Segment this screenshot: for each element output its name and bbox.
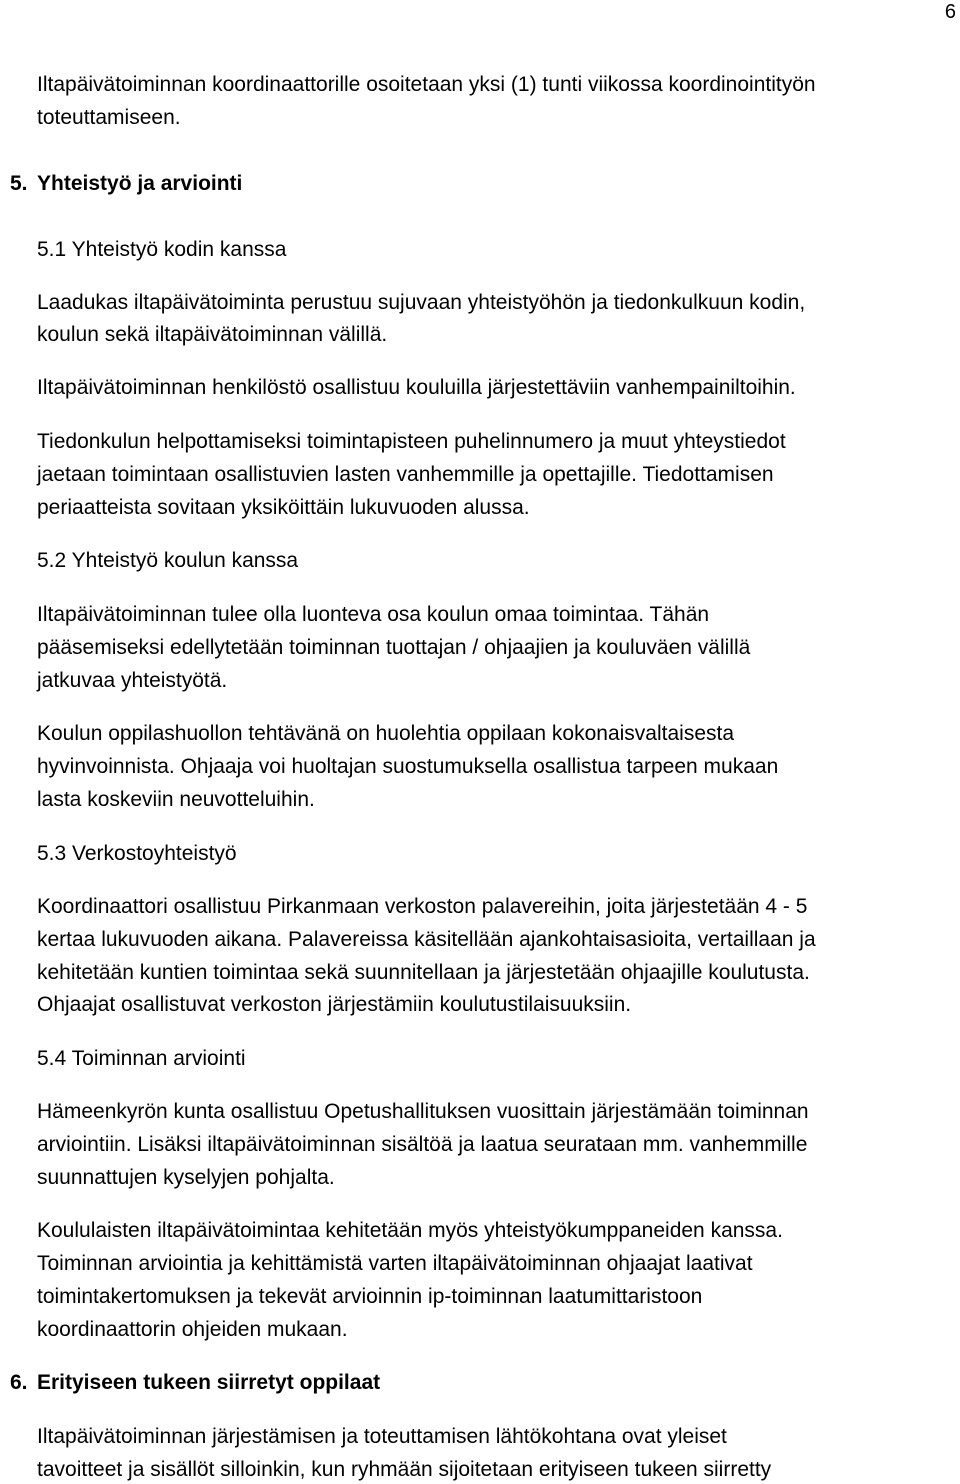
section-6-heading	[10, 1370, 380, 1396]
section-number: 5.	[10, 172, 28, 195]
section-number: 6.	[10, 1371, 28, 1394]
paragraph-line: Koulun oppilashuollon tehtävänä on huolehtia oppilaan kokonaisvaltaisesta	[37, 722, 735, 745]
section-title: Erityiseen tukeen siirretyt oppilaat	[37, 1371, 381, 1394]
paragraph-line: tavoitteet ja sisällöt silloinkin, kun ryhmään sijoitetaan erityiseen tukeen siirretty	[37, 1458, 772, 1481]
subsection-5-2-heading: 5.2 Yhteistyö koulun kanssa	[37, 549, 299, 572]
paragraph-line: arviointiin. Lisäksi iltapäivätoiminnan sisältöä ja laatua seurataan mm. vanhemmille	[37, 1133, 808, 1156]
paragraph-line: Laadukas iltapäivätoiminta perustuu sujuvaan yhteistyöhön ja tiedonkulkuun kodin,	[37, 291, 806, 314]
paragraph-line: Tiedonkulun helpottamiseksi toimintapisteen puhelinnumero ja muut yhteystiedot	[37, 430, 786, 453]
paragraph-line: kehitetään kuntien toimintaa sekä suunnitellaan ja järjestetään ohjaajille koulutusta.	[37, 961, 810, 984]
section-5-heading	[10, 171, 242, 197]
paragraph-line: hyvinvoinnista. Ohjaaja voi huoltajan suostumuksella osallistua tarpeen mukaan	[37, 755, 779, 778]
subsection-5-3-heading: 5.3 Verkostoyhteistyö	[37, 842, 237, 865]
paragraph-line: Toiminnan arviointia ja kehittämistä varten iltapäivätoiminnan ohjaajat laativat	[37, 1252, 753, 1275]
paragraph-line: suunnattujen kyselyjen pohjalta.	[37, 1166, 335, 1189]
paragraph-line: Hämeenkyrön kunta osallistuu Opetushallituksen vuosittain järjestämään toiminnan	[37, 1100, 809, 1123]
section-title: Yhteistyö ja arviointi	[37, 172, 243, 195]
paragraph-line: Ohjaajat osallistuvat verkoston järjestämiin koulutustilaisuuksiin.	[37, 993, 632, 1016]
subsection-5-1-heading: 5.1 Yhteistyö kodin kanssa	[37, 238, 287, 261]
subsection-5-4-heading: 5.4 Toiminnan arviointi	[37, 1047, 246, 1070]
page-number: 6	[944, 1, 956, 23]
paragraph-line: Iltapäivätoiminnan henkilöstö osallistuu kouluilla järjestettäviin vanhempainiltoihin.	[37, 376, 796, 399]
paragraph-line: Koululaisten iltapäivätoimintaa kehitetään myös yhteistyökumppaneiden kanssa.	[37, 1219, 783, 1242]
paragraph-line: jatkuvaa yhteistyötä.	[37, 669, 228, 692]
paragraph-line: Koordinaattori osallistuu Pirkanmaan verkoston palavereihin, joita järjestetään 4 - 5	[37, 895, 808, 918]
paragraph-line: Iltapäivätoiminnan järjestämisen ja toteuttamisen lähtökohtana ovat yleiset	[37, 1425, 727, 1448]
paragraph-line: koulun sekä iltapäivätoiminnan välillä.	[37, 323, 388, 346]
paragraph-line: toimintakertomuksen ja tekevät arvioinnin ip-toiminnan laatumittaristoon	[37, 1285, 703, 1308]
paragraph-line: periaatteista sovitaan yksiköittäin lukuvuoden alussa.	[37, 496, 530, 519]
paragraph-line: lasta koskeviin neuvotteluihin.	[37, 788, 315, 811]
paragraph-line: jaetaan toimintaan osallistuvien lasten vanhemmille ja opettajille. Tiedottamisen	[37, 463, 774, 486]
paragraph-line: Iltapäivätoiminnan tulee olla luonteva osa koulun omaa toimintaa. Tähän	[37, 603, 710, 626]
intro-line: toteuttamiseen.	[37, 106, 181, 129]
intro-line: Iltapäivätoiminnan koordinaattorille osoitetaan yksi (1) tunti viikossa koordinointityön	[37, 73, 816, 96]
paragraph-line: koordinaattorin ohjeiden mukaan.	[37, 1318, 348, 1341]
paragraph-line: pääsemiseksi edellytetään toiminnan tuottajan / ohjaajien ja kouluväen välillä	[37, 636, 751, 659]
paragraph-line: kertaa lukuvuoden aikana. Palavereissa käsitellään ajankohtaisasioita, vertaillaan ja	[37, 928, 816, 951]
